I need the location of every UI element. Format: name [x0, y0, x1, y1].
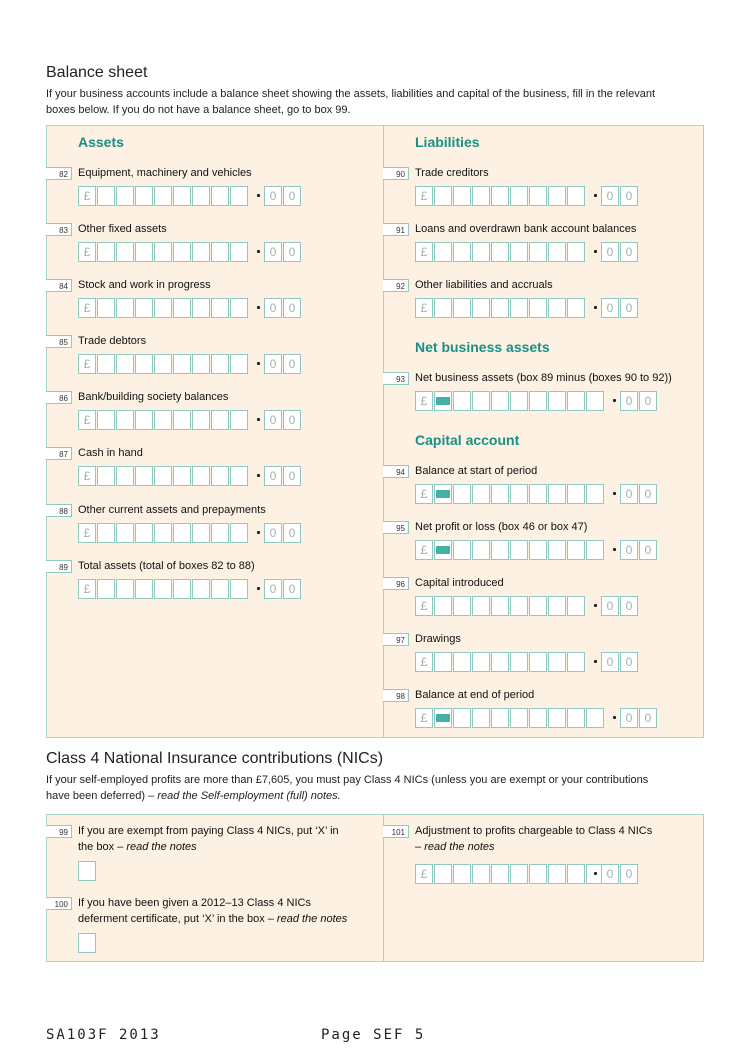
field-label: Net profit or loss (box 46 or box 47)	[415, 521, 588, 533]
digit-cell[interactable]	[529, 540, 547, 560]
digit-cell[interactable]	[192, 242, 210, 262]
digit-cell[interactable]	[173, 410, 191, 430]
balance-sheet-intro: If your business accounts include a balance sheet showing the assets, liabilities and capital of the business, fill in the relevant boxes below. If you do not have a balance sheet, go to box 99.	[46, 88, 656, 116]
field-label: Bank/building society balances	[78, 391, 229, 403]
digit-cell[interactable]	[211, 579, 229, 599]
box-number: 91	[383, 223, 409, 236]
digit-cell[interactable]	[472, 708, 490, 728]
box-number: 85	[46, 335, 72, 348]
digit-cell[interactable]	[548, 242, 566, 262]
digit-cell[interactable]	[116, 242, 134, 262]
digit-cell[interactable]	[548, 391, 566, 411]
digit-cell[interactable]	[529, 186, 547, 206]
balance-sheet-title: Balance sheet	[46, 64, 148, 81]
pence-cell: 0	[620, 708, 638, 728]
digit-cell[interactable]	[491, 596, 509, 616]
field-label: Other current assets and prepayments	[78, 504, 266, 516]
pence-cell: 0	[639, 391, 657, 411]
pence-cell: 0	[601, 864, 619, 884]
digit-cell[interactable]	[211, 298, 229, 318]
decimal-point	[257, 194, 260, 197]
pence-cell: 0	[283, 242, 301, 262]
digit-cell[interactable]	[97, 523, 115, 543]
digit-cell[interactable]	[230, 186, 248, 206]
digit-cell[interactable]	[173, 242, 191, 262]
digit-cell[interactable]	[135, 410, 153, 430]
box-number: 89	[46, 560, 72, 573]
digit-cell[interactable]	[230, 242, 248, 262]
digit-cell[interactable]	[491, 391, 509, 411]
pence-cell: 0	[283, 579, 301, 599]
form-code: SA103F 2013	[46, 1027, 161, 1043]
digit-cell[interactable]	[453, 652, 471, 672]
pence-cell: 0	[264, 410, 282, 430]
digit-cell[interactable]	[472, 652, 490, 672]
digit-cell[interactable]	[567, 484, 585, 504]
nic-title: Class 4 National Insurance contributions (NICs)	[46, 750, 384, 767]
digit-cell[interactable]	[567, 298, 585, 318]
field-label: Trade creditors	[415, 167, 489, 179]
digit-cell[interactable]	[586, 484, 604, 504]
digit-cell[interactable]	[230, 410, 248, 430]
digit-cell[interactable]	[97, 242, 115, 262]
minus-sign-cell[interactable]	[434, 484, 452, 504]
decimal-point	[594, 872, 597, 875]
box-number: 90	[383, 167, 409, 180]
box-number: 82	[46, 167, 72, 180]
digit-cell[interactable]	[116, 410, 134, 430]
digit-cell[interactable]	[472, 484, 490, 504]
field-label: Balance at start of period	[415, 465, 538, 477]
digit-cell[interactable]	[135, 298, 153, 318]
digit-cell[interactable]	[135, 354, 153, 374]
field-label: Balance at end of period	[415, 689, 535, 701]
digit-cell[interactable]	[211, 186, 229, 206]
box-number: 98	[383, 689, 409, 702]
field-label: Trade debtors	[78, 335, 147, 347]
digit-cell[interactable]	[116, 579, 134, 599]
digit-cell[interactable]	[510, 484, 528, 504]
minus-sign-cell[interactable]	[434, 540, 452, 560]
digit-cell[interactable]	[211, 466, 229, 486]
digit-cell[interactable]	[97, 298, 115, 318]
digit-cell[interactable]	[230, 579, 248, 599]
digit-cell[interactable]	[567, 596, 585, 616]
pence-cell: 0	[601, 298, 619, 318]
digit-cell[interactable]	[491, 484, 509, 504]
pound-sign: £	[78, 523, 96, 543]
box-number: 92	[383, 279, 409, 292]
pence-cell: 0	[264, 579, 282, 599]
digit-cell[interactable]	[510, 242, 528, 262]
box-number: 88	[46, 504, 72, 517]
digit-cell[interactable]	[97, 354, 115, 374]
decimal-point	[594, 194, 597, 197]
box-number: 86	[46, 391, 72, 404]
pound-sign: £	[415, 864, 433, 884]
digit-cell[interactable]	[192, 410, 210, 430]
digit-cell[interactable]	[510, 708, 528, 728]
digit-cell[interactable]	[192, 354, 210, 374]
digit-cell[interactable]	[491, 298, 509, 318]
decimal-point	[257, 306, 260, 309]
digit-cell[interactable]	[453, 864, 471, 884]
digit-cell[interactable]	[230, 354, 248, 374]
digit-cell[interactable]	[567, 242, 585, 262]
digit-cell[interactable]	[211, 242, 229, 262]
decimal-point	[257, 474, 260, 477]
digit-cell[interactable]	[529, 864, 547, 884]
decimal-point	[594, 306, 597, 309]
digit-cell[interactable]	[529, 391, 547, 411]
liabilities-heading: Liabilities	[415, 134, 480, 150]
field-label: Capital introduced	[415, 577, 504, 589]
field-label: Net business assets (box 89 minus (boxes 90 to 92))	[415, 372, 672, 384]
net-business-assets-heading: Net business assets	[415, 339, 550, 355]
pence-cell: 0	[601, 652, 619, 672]
digit-cell[interactable]	[529, 484, 547, 504]
box-number: 87	[46, 447, 72, 460]
digit-cell[interactable]	[472, 298, 490, 318]
digit-cell[interactable]	[434, 242, 452, 262]
pence-cell: 0	[620, 242, 638, 262]
pound-sign: £	[78, 579, 96, 599]
digit-cell[interactable]	[491, 652, 509, 672]
pound-sign: £	[415, 242, 433, 262]
field-label: Stock and work in progress	[78, 279, 211, 291]
digit-cell[interactable]	[548, 186, 566, 206]
decimal-point	[257, 362, 260, 365]
digit-cell[interactable]	[97, 186, 115, 206]
pound-sign: £	[78, 242, 96, 262]
digit-cell[interactable]	[173, 579, 191, 599]
digit-cell[interactable]	[230, 466, 248, 486]
digit-cell[interactable]	[529, 298, 547, 318]
digit-cell[interactable]	[453, 391, 471, 411]
digit-cell[interactable]	[586, 540, 604, 560]
digit-cell[interactable]	[567, 708, 585, 728]
digit-cell[interactable]	[192, 466, 210, 486]
pence-cell: 0	[620, 652, 638, 672]
digit-cell[interactable]	[567, 391, 585, 411]
digit-cell[interactable]	[472, 864, 490, 884]
decimal-point	[594, 660, 597, 663]
pound-sign: £	[78, 186, 96, 206]
pence-cell: 0	[264, 298, 282, 318]
pound-sign: £	[415, 652, 433, 672]
digit-cell[interactable]	[116, 466, 134, 486]
pence-cell: 0	[601, 242, 619, 262]
digit-cell[interactable]	[510, 596, 528, 616]
digit-cell[interactable]	[116, 354, 134, 374]
pound-sign: £	[78, 410, 96, 430]
box-99-label: If you are exempt from paying Class 4 NICs, put ‘X’ in the box – read the notes	[78, 825, 339, 853]
pence-cell: 0	[283, 523, 301, 543]
digit-cell[interactable]	[97, 410, 115, 430]
digit-cell[interactable]	[491, 708, 509, 728]
digit-cell[interactable]	[510, 652, 528, 672]
digit-cell[interactable]	[453, 540, 471, 560]
pence-cell: 0	[620, 864, 638, 884]
pence-cell: 0	[620, 298, 638, 318]
digit-cell[interactable]	[567, 864, 585, 884]
exempt-checkbox[interactable]	[78, 861, 96, 881]
pence-cell: 0	[620, 540, 638, 560]
decimal-point	[594, 604, 597, 607]
pound-sign: £	[415, 596, 433, 616]
digit-cell[interactable]	[453, 484, 471, 504]
digit-cell[interactable]	[567, 186, 585, 206]
pound-sign: £	[415, 391, 433, 411]
box-number: 93	[383, 372, 409, 385]
assets-heading: Assets	[78, 134, 124, 150]
field-label: Cash in hand	[78, 447, 143, 459]
pound-sign: £	[415, 708, 433, 728]
deferment-checkbox[interactable]	[78, 933, 96, 953]
digit-cell[interactable]	[453, 708, 471, 728]
digit-cell[interactable]	[548, 540, 566, 560]
digit-cell[interactable]	[116, 186, 134, 206]
digit-cell[interactable]	[173, 466, 191, 486]
pound-sign: £	[78, 466, 96, 486]
digit-cell[interactable]	[472, 596, 490, 616]
digit-cell[interactable]	[97, 466, 115, 486]
digit-cell[interactable]	[154, 354, 172, 374]
digit-cell[interactable]	[135, 186, 153, 206]
digit-cell[interactable]	[529, 242, 547, 262]
box-number: 94	[383, 465, 409, 478]
minus-sign-cell[interactable]	[434, 391, 452, 411]
box-number-100: 100	[46, 897, 72, 910]
digit-cell[interactable]	[173, 298, 191, 318]
pence-cell: 0	[639, 484, 657, 504]
digit-cell[interactable]	[173, 186, 191, 206]
digit-cell[interactable]	[154, 579, 172, 599]
digit-cell[interactable]	[192, 298, 210, 318]
digit-cell[interactable]	[192, 186, 210, 206]
pence-cell: 0	[264, 466, 282, 486]
digit-cell[interactable]	[116, 298, 134, 318]
digit-cell[interactable]	[154, 466, 172, 486]
digit-cell[interactable]	[567, 652, 585, 672]
box-number: 83	[46, 223, 72, 236]
pence-cell: 0	[264, 523, 282, 543]
digit-cell[interactable]	[154, 186, 172, 206]
pence-cell: 0	[601, 186, 619, 206]
pound-sign: £	[78, 354, 96, 374]
digit-cell[interactable]	[453, 596, 471, 616]
balance-sheet-panel	[46, 125, 704, 738]
decimal-point	[594, 250, 597, 253]
pound-sign: £	[415, 186, 433, 206]
pence-cell: 0	[601, 596, 619, 616]
digit-cell[interactable]	[434, 298, 452, 318]
box-101-amount-field[interactable]	[415, 864, 645, 884]
decimal-point	[257, 250, 260, 253]
digit-cell[interactable]	[491, 864, 509, 884]
digit-cell[interactable]	[510, 298, 528, 318]
pence-cell: 0	[283, 410, 301, 430]
digit-cell[interactable]	[135, 523, 153, 543]
decimal-point	[613, 716, 616, 719]
digit-cell[interactable]	[192, 523, 210, 543]
digit-cell[interactable]	[491, 242, 509, 262]
digit-cell[interactable]	[586, 708, 604, 728]
digit-cell[interactable]	[472, 391, 490, 411]
digit-cell[interactable]	[586, 391, 604, 411]
digit-cell[interactable]	[192, 579, 210, 599]
box-number-101: 101	[383, 825, 409, 838]
digit-cell[interactable]	[135, 242, 153, 262]
pound-sign: £	[415, 298, 433, 318]
digit-cell[interactable]	[548, 596, 566, 616]
digit-cell[interactable]	[567, 540, 585, 560]
digit-cell[interactable]	[135, 466, 153, 486]
field-label: Drawings	[415, 633, 461, 645]
digit-cell[interactable]	[97, 579, 115, 599]
pence-cell: 0	[639, 540, 657, 560]
decimal-point	[613, 399, 616, 402]
digit-cell[interactable]	[548, 652, 566, 672]
pence-cell: 0	[264, 186, 282, 206]
digit-cell[interactable]	[453, 186, 471, 206]
field-label: Total assets (total of boxes 82 to 88)	[78, 560, 255, 572]
decimal-point	[613, 492, 616, 495]
digit-cell[interactable]	[453, 242, 471, 262]
pound-sign: £	[415, 484, 433, 504]
decimal-point	[257, 531, 260, 534]
digit-cell[interactable]	[211, 410, 229, 430]
decimal-point	[257, 418, 260, 421]
digit-cell[interactable]	[434, 186, 452, 206]
pound-sign: £	[415, 540, 433, 560]
capital-account-heading: Capital account	[415, 432, 520, 448]
digit-cell[interactable]	[434, 596, 452, 616]
digit-cell[interactable]	[154, 298, 172, 318]
pence-cell: 0	[264, 242, 282, 262]
box-100-label: If you have been given a 2012–13 Class 4 NICs deferment certificate, put ‘X’ in the box – read the notes	[78, 897, 348, 925]
box-number-99: 99	[46, 825, 72, 838]
nic-intro: If your self-employed profits are more than £7,605, you must pay Class 4 NICs (unless you are exempt or your contributions have been deferred) – read the Self-employment (full) notes.	[46, 774, 649, 802]
digit-cell[interactable]	[154, 523, 172, 543]
digit-cell[interactable]	[434, 864, 452, 884]
pence-cell: 0	[283, 354, 301, 374]
digit-cell[interactable]	[510, 186, 528, 206]
digit-cell[interactable]	[529, 708, 547, 728]
digit-cell[interactable]	[453, 298, 471, 318]
digit-cell[interactable]	[154, 242, 172, 262]
pence-cell: 0	[639, 708, 657, 728]
digit-cell[interactable]	[510, 864, 528, 884]
digit-cell[interactable]	[548, 864, 566, 884]
digit-cell[interactable]	[548, 708, 566, 728]
digit-cell[interactable]	[173, 354, 191, 374]
pence-cell: 0	[283, 186, 301, 206]
digit-cell[interactable]	[211, 523, 229, 543]
digit-cell[interactable]	[510, 540, 528, 560]
digit-cell[interactable]	[230, 298, 248, 318]
field-label: Other fixed assets	[78, 223, 167, 235]
digit-cell[interactable]	[230, 523, 248, 543]
minus-sign-cell[interactable]	[434, 708, 452, 728]
digit-cell[interactable]	[529, 652, 547, 672]
digit-cell[interactable]	[529, 596, 547, 616]
decimal-point	[257, 587, 260, 590]
decimal-point	[613, 548, 616, 551]
digit-cell[interactable]	[548, 298, 566, 318]
pence-cell: 0	[283, 298, 301, 318]
digit-cell[interactable]	[434, 652, 452, 672]
digit-cell[interactable]	[135, 579, 153, 599]
pence-cell: 0	[620, 391, 638, 411]
box-101-label: Adjustment to profits chargeable to Class 4 NICs – read the notes	[415, 825, 653, 853]
digit-cell[interactable]	[472, 242, 490, 262]
digit-cell[interactable]	[510, 391, 528, 411]
digit-cell[interactable]	[472, 186, 490, 206]
digit-cell[interactable]	[154, 410, 172, 430]
pence-cell: 0	[620, 484, 638, 504]
page-number: Page SEF 5	[321, 1027, 426, 1043]
digit-cell[interactable]	[491, 540, 509, 560]
digit-cell[interactable]	[491, 186, 509, 206]
digit-cell[interactable]	[173, 523, 191, 543]
digit-cell[interactable]	[116, 523, 134, 543]
digit-cell[interactable]	[211, 354, 229, 374]
box-number: 96	[383, 577, 409, 590]
field-label: Other liabilities and accruals	[415, 279, 553, 291]
digit-cell[interactable]	[548, 484, 566, 504]
field-label: Loans and overdrawn bank account balances	[415, 223, 637, 235]
box-number: 84	[46, 279, 72, 292]
pence-cell: 0	[264, 354, 282, 374]
pence-cell: 0	[283, 466, 301, 486]
box-number: 95	[383, 521, 409, 534]
pence-cell: 0	[620, 186, 638, 206]
pence-cell: 0	[620, 596, 638, 616]
field-label: Equipment, machinery and vehicles	[78, 167, 252, 179]
box-number: 97	[383, 633, 409, 646]
digit-cell[interactable]	[472, 540, 490, 560]
pound-sign: £	[78, 298, 96, 318]
